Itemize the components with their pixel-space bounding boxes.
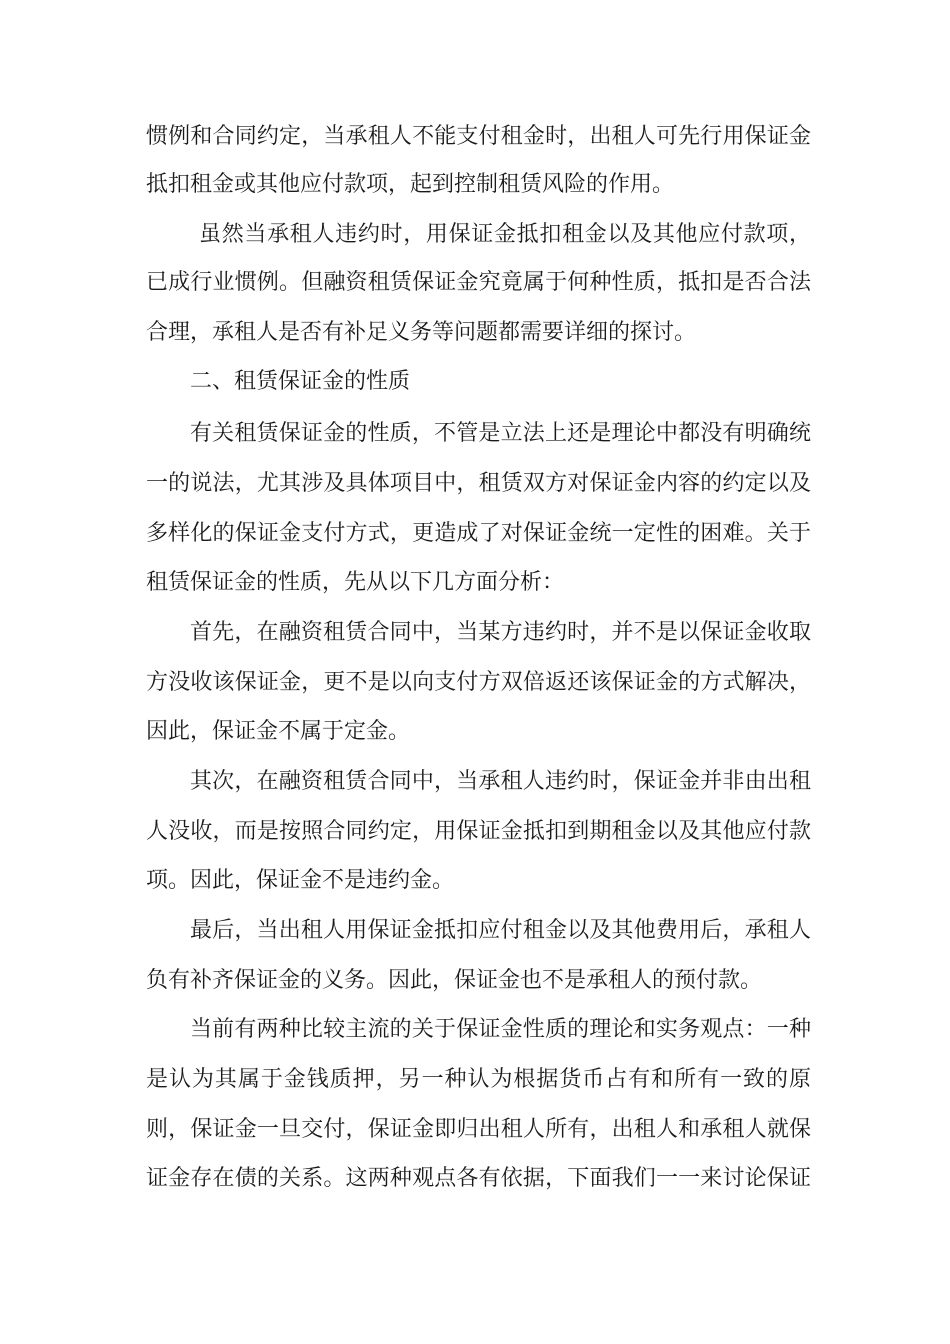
- paragraph-first-line: 虽然当承租人违约时，用保证金抵扣租金以及其他应付款项，: [199, 222, 811, 247]
- section-heading: 二、租赁保证金的性质: [190, 369, 411, 394]
- text-line: 因此，保证金不属于定金。: [146, 719, 411, 744]
- text-line: 租赁保证金的性质，先从以下几方面分析：: [146, 570, 565, 595]
- text-line: 方没收该保证金，更不是以向支付方双倍返还该保证金的方式解决，: [146, 670, 811, 695]
- text-line: 多样化的保证金支付方式，更造成了对保证金统一定性的困难。关于: [146, 521, 811, 546]
- text-line: 则，保证金一旦交付，保证金即归出租人所有，出租人和承租人就保: [146, 1117, 811, 1142]
- text-line: 证金存在债的关系。这两种观点各有依据，下面我们一一来讨论保证: [146, 1166, 811, 1191]
- text-line: 人没收，而是按照合同约定，用保证金抵扣到期租金以及其他应付款: [146, 819, 811, 844]
- text-line: 项。因此，保证金不是违约金。: [146, 868, 455, 893]
- text-line: 一的说法，尤其涉及具体项目中，租赁双方对保证金内容的约定以及: [146, 471, 811, 496]
- paragraph-first-line: 当前有两种比较主流的关于保证金性质的理论和实务观点：一种: [190, 1017, 811, 1042]
- paragraph-first-line: 有关租赁保证金的性质，不管是立法上还是理论中都没有明确统: [190, 421, 811, 446]
- text-line: 是认为其属于金钱质押，另一种认为根据货币占有和所有一致的原: [146, 1067, 811, 1092]
- text-line: 惯例和合同约定，当承租人不能支付租金时，出租人可先行用保证金: [146, 124, 811, 149]
- paragraph-first-line: 首先，在融资租赁合同中，当某方违约时，并不是以保证金收取: [190, 620, 811, 645]
- text-line: 负有补齐保证金的义务。因此，保证金也不是承租人的预付款。: [146, 968, 763, 993]
- paragraph-first-line: 其次，在融资租赁合同中，当承租人违约时，保证金并非由出租: [190, 769, 811, 794]
- text-line: 已成行业惯例。但融资租赁保证金究竟属于何种性质，抵扣是否合法: [146, 270, 811, 295]
- text-line: 合理，承租人是否有补足义务等问题都需要详细的探讨。: [146, 320, 697, 345]
- text-line: 抵扣租金或其他应付款项，起到控制租赁风险的作用。: [146, 172, 675, 197]
- paragraph-first-line: 最后，当出租人用保证金抵扣应付租金以及其他费用后，承租人: [190, 918, 811, 943]
